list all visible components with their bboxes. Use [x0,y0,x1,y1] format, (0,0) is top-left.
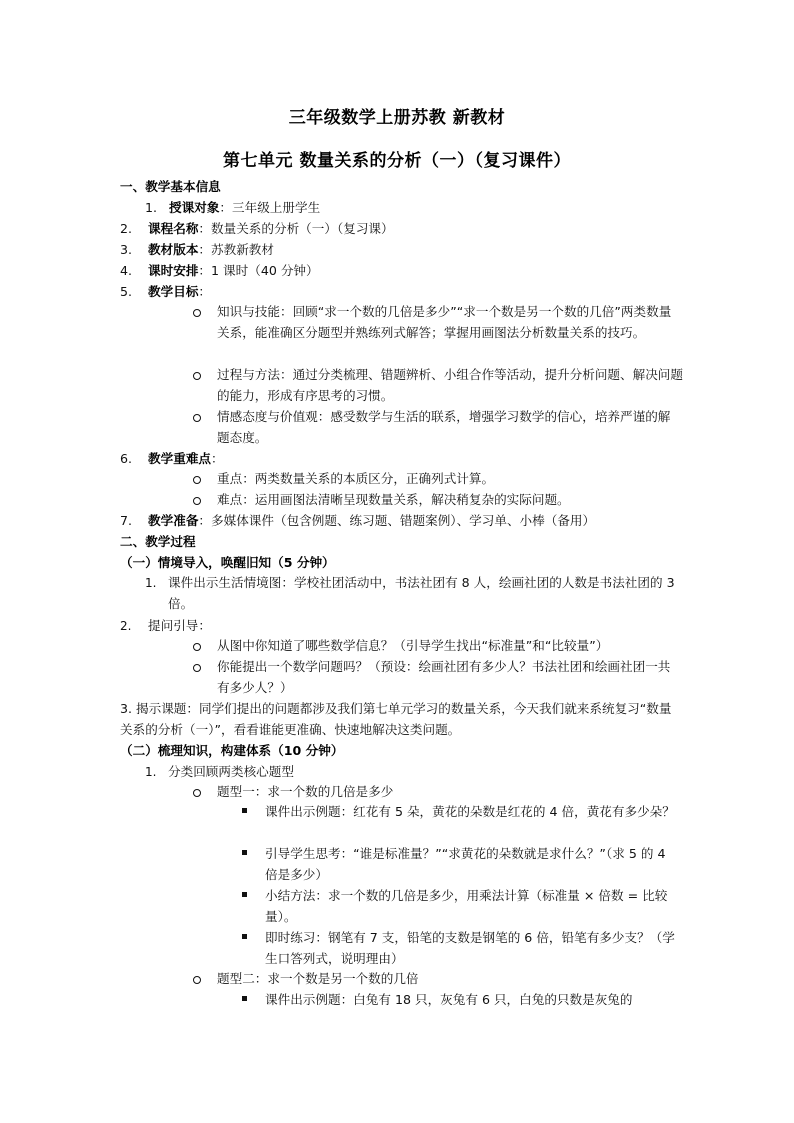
type-two-heading: 题型二：求一个数是另一个数的几倍 [217,971,419,986]
step-number: 2. [120,619,132,633]
circle-bullet-icon [193,414,201,422]
intro-step-scene: 课件出示生活情境图：学校社团活动中，书法社团有 8 人，绘画社团的人数是书法社团的 3 倍。 [168,575,675,611]
square-bullet-icon [242,934,247,939]
info-item-course [120,219,394,239]
key-point: 重点：两类数量关系的本质区分，正确列式计算。 [217,471,495,486]
item-label: 教学重难点 [148,451,212,466]
info-item-target [145,198,320,218]
item-label: 课时安排 [148,263,199,278]
info-item-textbook [120,240,274,260]
guide-question: 从图中你知道了哪些数学信息？（引导学生找出“标准量”和“比较量”） [217,638,609,653]
type-one-item: 小结方法：求一个数的几倍是多少，用乘法计算（标准量 × 倍数 = 比较量）。 [265,888,668,924]
type-one-heading: 题型一：求一个数的几倍是多少 [217,784,394,799]
goal-process: 过程与方法：通过分类梳理、错题辨析、小组合作等活动，提升分析问题、解决问题的能力，形成有序思考的习惯。 [217,367,683,403]
section-heading-basic-info: 一、教学基本信息 [120,179,221,194]
part-heading-intro: （一）情境导入，唤醒旧知（5 分钟） [120,555,335,570]
type-one-item: 课件出示例题：红花有 5 朵，黄花的朵数是红花的 4 倍，黄花有多少朵？ [265,804,675,819]
square-bullet-icon [242,808,247,813]
type-one-item: 即时练习：钢笔有 7 支，铅笔的支数是钢笔的 6 倍，铅笔有多少支？（学生口答列式，说明理由） [265,930,675,966]
item-number: 4. [120,263,133,278]
item-value: ：三年级上册学生 [219,200,321,215]
circle-bullet-icon [193,643,201,651]
difficult-point: 难点：运用画图法清晰呈现数量关系，解决稍复杂的实际问题。 [217,492,570,507]
item-number: 1. [145,200,158,215]
square-bullet-icon [242,850,247,855]
item-label: 授课对象 [169,200,220,215]
item-value: ：1 课时（40 分钟） [198,263,319,278]
item-number: 2. [120,221,133,236]
item-value: ：数量关系的分析（一）（复习课） [198,221,394,236]
type-one-item: 引导学生思考：“谁是标准量？”“求黄花的朵数就是求什么？”（求 5 的 4 倍是多少） [265,846,666,882]
document-title: 三年级数学上册苏教 新教材 [288,108,506,128]
item-value: ： [211,451,224,466]
step-number: 1. [145,765,157,779]
intro-step-topic: 3. 揭示课题：同学们提出的问题都涉及我们第七单元学习的数量关系，今天我们就来系统复习“数量关系的分析（一）”，看看谁能更准确、快速地解决这类问题。 [120,701,672,737]
part-heading-review: （二）梳理知识，构建体系（10 分钟） [120,743,344,758]
item-number: 5. [120,284,133,299]
circle-bullet-icon [193,476,201,484]
circle-bullet-icon [193,664,201,672]
item-label: 教学目标 [148,284,199,299]
type-two-item: 课件出示例题：白兔有 18 只，灰兔有 6 只，白兔的只数是灰兔的 [265,992,633,1007]
review-step-classify: 分类回顾两类核心题型 [168,764,294,779]
item-number: 6. [120,451,133,466]
item-value: ：苏教新教材 [198,242,274,257]
item-value: ： [198,284,212,299]
info-item-preparation [120,511,595,531]
document-subtitle: 第七单元 数量关系的分析（一）（复习课件） [223,151,571,171]
item-label: 课程名称 [148,221,199,236]
circle-bullet-icon [193,976,201,984]
goal-knowledge: 知识与技能：回顾“求一个数的几倍是多少”“求一个数是另一个数的几倍”两类数量关系，能准确区分题型并熟练列式解答；掌握用画图法分析数量关系的技巧。 [217,304,672,340]
info-item-schedule [120,261,319,281]
item-label: 教学准备 [148,513,199,528]
info-item-goals [120,282,211,302]
square-bullet-icon [242,996,247,1001]
circle-bullet-icon [193,372,201,380]
item-value: ：多媒体课件（包含例题、练习题、错题案例）、学习单、小棒（备用） [198,513,596,528]
step-number: 1. [145,576,157,590]
guide-question: 你能提出一个数学问题吗？（预设：绘画社团有多少人？书法社团和绘画社团一共有多少人？） [217,659,671,695]
circle-bullet-icon [193,309,201,317]
item-number: 3. [120,242,133,257]
item-number: 7. [120,513,133,528]
square-bullet-icon [242,892,247,897]
goal-attitude: 情感态度与价值观：感受数学与生活的联系，增强学习数学的信心，培养严谨的解题态度。 [217,409,671,445]
info-item-keypoints [120,449,224,469]
circle-bullet-icon [193,789,201,797]
section-heading-process: 二、教学过程 [120,534,196,549]
circle-bullet-icon [193,497,201,505]
intro-step-question: 提问引导： [148,618,211,633]
item-label: 教材版本 [148,242,199,257]
